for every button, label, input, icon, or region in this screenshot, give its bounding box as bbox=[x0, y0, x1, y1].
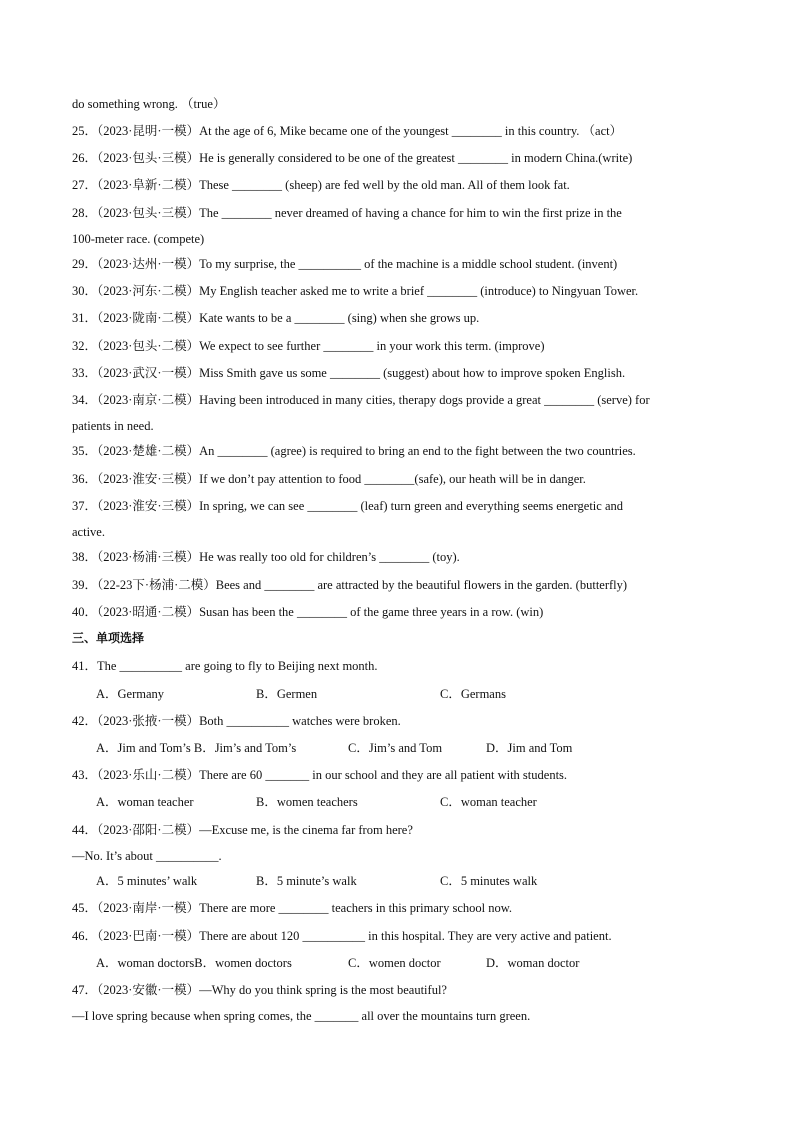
option-d: D．woman doctor bbox=[486, 956, 580, 970]
section-title: 三、单项选择 bbox=[72, 631, 145, 645]
question-40: 40．（2023·昭通·二模）Susan has been the ________ of the game three years in a row. (win) bbox=[72, 605, 544, 619]
option-a: A．5 minutes’ walk bbox=[96, 874, 198, 888]
question-28-cont: 100-meter race. (compete) bbox=[72, 232, 205, 246]
option-c: C．women doctor bbox=[348, 956, 441, 970]
question-46-options bbox=[96, 955, 716, 971]
option-a: A．woman teacher bbox=[96, 795, 194, 809]
question-37: 37．（2023·淮安·三模）In spring, we can see ________ (leaf) turn green and everything seems energetic and bbox=[72, 499, 623, 513]
question-46: 46．（2023·巴南·一模）There are about 120 __________ in this hospital. They are very active and patient. bbox=[72, 929, 612, 943]
question-25: 25．（2023·昆明·一模）At the age of 6, Mike became one of the youngest ________ in this country. （act） bbox=[72, 124, 623, 138]
question-44-reply: —No. It’s about __________. bbox=[72, 849, 222, 863]
question-32: 32．（2023·包头·二模）We expect to see further ________ in your work this term. (improve) bbox=[72, 339, 545, 353]
option-c: C．woman teacher bbox=[440, 795, 537, 809]
question-41-options bbox=[96, 686, 716, 702]
question-26: 26．（2023·包头·三模）He is generally considered to be one of the greatest ________ in modern China.(write) bbox=[72, 151, 633, 165]
option-ab: A．woman doctorsB．women doctors bbox=[96, 956, 292, 970]
option-c: C．Jim’s and Tom bbox=[348, 741, 443, 755]
question-27: 27．（2023·阜新·二模）These ________ (sheep) are fed well by the old man. All of them look fat. bbox=[72, 178, 570, 192]
text-line: do something wrong. （true） bbox=[72, 97, 226, 111]
question-28: 28．（2023·包头·三模）The ________ never dreamed of having a chance for him to win the first prize in the bbox=[72, 206, 622, 220]
question-35: 35．（2023·楚雄·二模）An ________ (agree) is required to bring an end to the fight between the two countries. bbox=[72, 444, 636, 458]
question-43-options bbox=[96, 794, 716, 810]
question-36: 36．（2023·淮安·三模）If we don’t pay attention to food ________(safe), our heath will be in danger. bbox=[72, 472, 586, 486]
option-d: D．Jim and Tom bbox=[486, 741, 573, 755]
question-47-reply: —I love spring because when spring comes, the _______ all over the mountains turn green. bbox=[72, 1009, 531, 1023]
question-34: 34．（2023·南京·二模）Having been introduced in many cities, therapy dogs provide a great ________ (serve) for bbox=[72, 393, 650, 407]
question-39: 39．（22-23下·杨浦·二模）Bees and ________ are attracted by the beautiful flowers in the garden. (butterfly) bbox=[72, 578, 628, 592]
question-41: 41．The __________ are going to fly to Beijing next month. bbox=[72, 659, 378, 673]
option-b: B．women teachers bbox=[256, 795, 358, 809]
question-30: 30．（2023·河东·二模）My English teacher asked me to write a brief ________ (introduce) to Ningyuan Tower. bbox=[72, 284, 639, 298]
option-c: C．Germans bbox=[440, 687, 506, 701]
question-37-cont: active. bbox=[72, 525, 105, 539]
option-b: B．Germen bbox=[256, 687, 318, 701]
option-c: C．5 minutes walk bbox=[440, 874, 538, 888]
question-42-options bbox=[96, 740, 716, 756]
question-31: 31．（2023·陇南·二模）Kate wants to be a ________ (sing) when she grows up. bbox=[72, 311, 480, 325]
question-29: 29．（2023·达州·一模）To my surprise, the __________ of the machine is a middle school student. (invent) bbox=[72, 257, 618, 271]
question-42: 42．（2023·张掖·一模）Both __________ watches were broken. bbox=[72, 714, 401, 728]
question-43: 43．（2023·乐山·二模）There are 60 _______ in our school and they are all patient with students. bbox=[72, 768, 568, 782]
question-34-cont: patients in need. bbox=[72, 419, 154, 433]
question-33: 33．（2023·武汉·一模）Miss Smith gave us some ________ (suggest) about how to improve spoken English. bbox=[72, 366, 626, 380]
question-44-options bbox=[96, 873, 716, 889]
option-a: A．Germany bbox=[96, 687, 165, 701]
question-47: 47．（2023·安徽·一模）—Why do you think spring is the most beautiful? bbox=[72, 983, 447, 997]
option-ab: A．Jim and Tom’s B．Jim’s and Tom’s bbox=[96, 741, 297, 755]
option-b: B．5 minute’s walk bbox=[256, 874, 357, 888]
question-45: 45．（2023·南岸·一模）There are more ________ teachers in this primary school now. bbox=[72, 901, 513, 915]
question-38: 38．（2023·杨浦·三模）He was really too old for children’s ________ (toy). bbox=[72, 550, 460, 564]
question-44: 44．（2023·邵阳·二模）—Excuse me, is the cinema far from here? bbox=[72, 823, 413, 837]
